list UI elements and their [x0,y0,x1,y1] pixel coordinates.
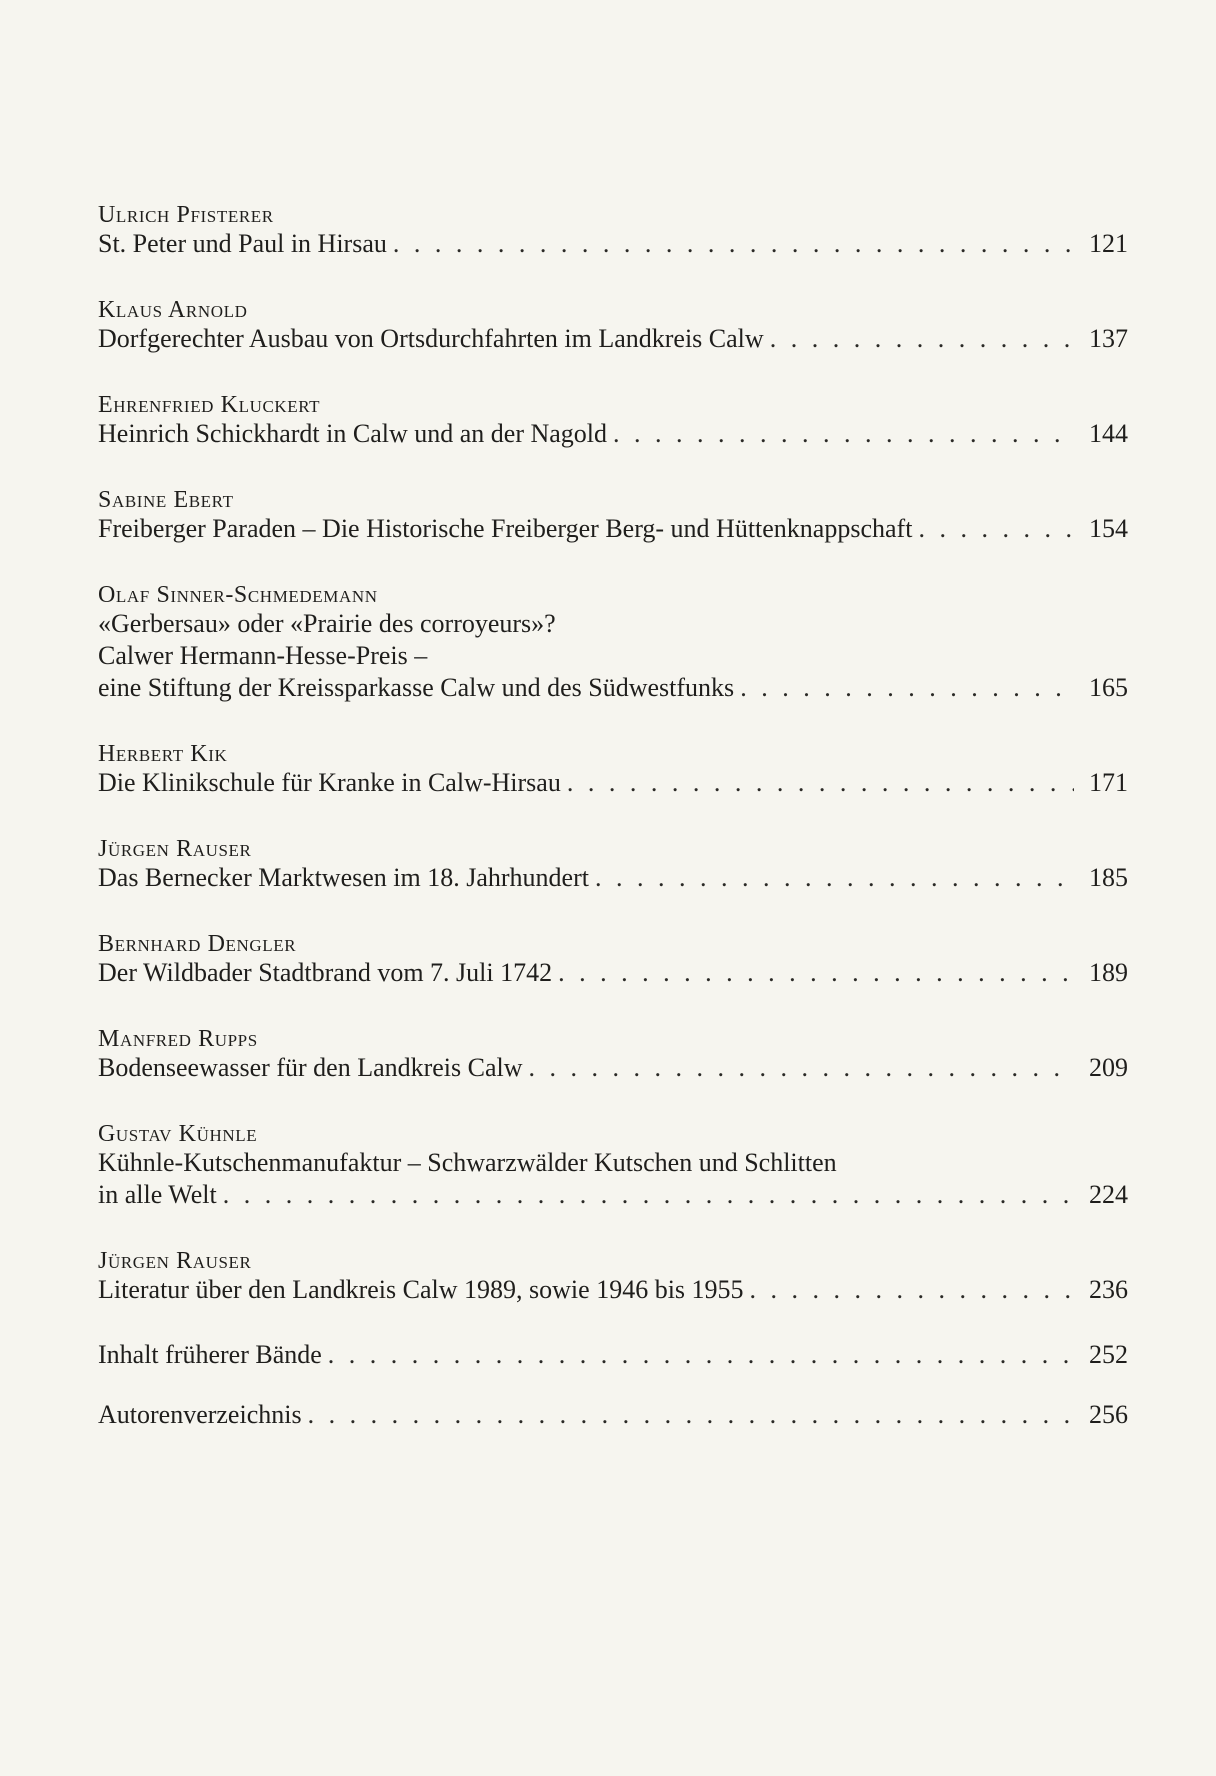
entry-author: Jürgen Rauser [98,836,252,862]
toc-entry [98,202,1128,260]
entry-title: Inhalt früherer Bände [98,1340,322,1369]
toc-entry [98,1121,1128,1211]
toc-entry [98,1026,1128,1084]
page-number: 137 [1089,324,1128,353]
entry-title-line: «Gerbersau» oder «Prairie des corroyeurs»? [98,609,556,638]
toc-line[interactable] [98,1052,1128,1084]
toc-entry [98,836,1128,894]
dot-leader [308,1399,1074,1431]
entry-title: Dorfgerechter Ausbau von Ortsdurchfahrten im Landkreis Calw [98,324,764,353]
toc-line[interactable] [98,513,1128,545]
entry-title: Die Klinikschule für Kranke in Calw-Hirsau [98,768,561,797]
entry-title: Heinrich Schickhardt in Calw und an der Nagold [98,419,608,448]
entry-author: Klaus Arnold [98,297,248,323]
entry-title: Freiberger Paraden – Die Historische Freiberger Berg- und Hüttenknappschaft [98,514,913,543]
toc-line[interactable] [98,862,1128,894]
page-number: 121 [1089,229,1128,258]
page-number: 256 [1089,1400,1128,1429]
entry-author: Bernhard Dengler [98,931,297,957]
entry-author: Ehrenfried Kluckert [98,392,321,418]
dot-leader [223,1179,1074,1211]
toc-line[interactable] [98,323,1128,355]
entry-title: St. Peter und Paul in Hirsau [98,229,387,258]
toc-line[interactable] [98,767,1128,799]
dot-leader [918,513,1074,545]
entry-title-line: Calwer Hermann-Hesse-Preis – [98,641,428,670]
entry-author: Sabine Ebert [98,487,234,513]
page-number: 236 [1089,1275,1128,1304]
toc-entry [98,392,1128,450]
entry-title: eine Stiftung der Kreissparkasse Calw und des Südwestfunks [98,673,735,702]
entry-title: in alle Welt [98,1180,217,1209]
toc-line[interactable] [98,1274,1128,1306]
dot-leader [567,767,1074,799]
toc-entry [98,1399,1128,1431]
dot-leader [770,323,1074,355]
entry-author: Gustav Kühnle [98,1121,258,1147]
entry-title: Literatur über den Landkreis Calw 1989, sowie 1946 bis 1955 [98,1275,744,1304]
entry-author: Olaf Sinner-Schmedemann [98,582,378,608]
page-number: 144 [1089,419,1128,448]
page-number: 165 [1089,673,1128,702]
dot-leader [613,418,1074,450]
entry-author: Manfred Rupps [98,1026,258,1052]
toc-line[interactable] [98,957,1128,989]
dot-leader [529,1052,1074,1084]
entry-title: Bodenseewasser für den Landkreis Calw [98,1053,523,1082]
entry-author: Ulrich Pfisterer [98,202,274,228]
page-number: 171 [1089,768,1128,797]
toc-entry [98,297,1128,355]
page-number: 252 [1089,1340,1128,1369]
dot-leader [595,862,1074,894]
toc-line[interactable] [98,1179,1128,1211]
page-number: 224 [1089,1180,1128,1209]
dot-leader [558,957,1074,989]
toc-line[interactable] [98,228,1128,260]
page-number: 154 [1089,514,1128,543]
page-number: 185 [1089,863,1128,892]
dot-leader [393,228,1074,260]
toc-line[interactable] [98,672,1128,704]
toc-entry [98,487,1128,545]
page-number: 209 [1089,1053,1128,1082]
toc-entry [98,1248,1128,1306]
toc-entry [98,1339,1128,1371]
dot-leader [750,1274,1074,1306]
entry-title: Der Wildbader Stadtbrand vom 7. Juli 1742 [98,958,553,987]
entry-title-line: Kühnle-Kutschenmanufaktur – Schwarzwälder Kutschen und Schlitten [98,1148,837,1177]
toc-entry [98,931,1128,989]
page-number: 189 [1089,958,1128,987]
entry-title: Autorenverzeichnis [98,1400,302,1429]
dot-leader [328,1339,1074,1371]
entry-author: Jürgen Rauser [98,1248,252,1274]
toc-entry [98,582,1128,704]
toc-line[interactable] [98,418,1128,450]
dot-leader [740,672,1074,704]
toc-line[interactable] [98,1339,1128,1371]
toc-entry [98,741,1128,799]
toc-line[interactable] [98,1399,1128,1431]
entry-author: Herbert Kik [98,741,228,767]
entry-title: Das Bernecker Marktwesen im 18. Jahrhundert [98,863,589,892]
